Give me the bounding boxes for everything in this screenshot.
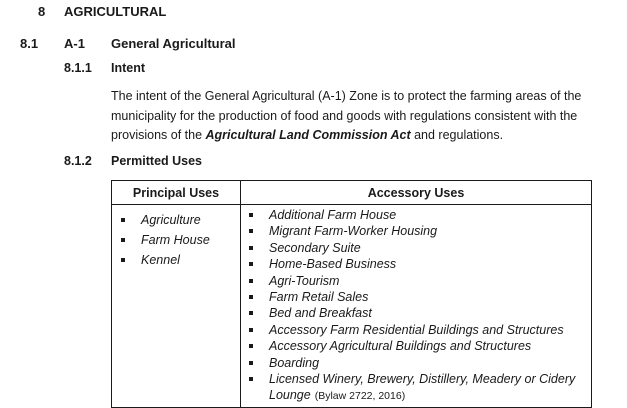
list-item <box>241 223 591 239</box>
permitted-uses-table <box>111 180 592 408</box>
list-item <box>241 273 591 289</box>
section-number: 8 <box>38 4 46 19</box>
bullet-icon <box>249 295 253 299</box>
bullet-icon <box>121 218 125 222</box>
list-item <box>241 355 591 371</box>
accessory-use-label: Secondary Suite <box>269 240 361 255</box>
bullet-icon <box>121 258 125 262</box>
act-name: Agricultural Land Commission Act <box>205 128 411 142</box>
principal-uses-header: Principal Uses <box>112 181 241 205</box>
zone-name: General Agricultural <box>111 36 236 51</box>
bullet-icon <box>249 246 253 250</box>
list-item <box>241 371 591 405</box>
bullet-icon <box>249 328 253 332</box>
zone-code: A-1 <box>64 36 85 51</box>
accessory-use-label: Accessory Agricultural Buildings and Structures <box>269 339 532 354</box>
accessory-uses-header: Accessory Uses <box>241 181 592 205</box>
accessory-use-label: Bed and Breakfast <box>269 306 372 321</box>
list-item <box>241 338 591 354</box>
list-item <box>241 289 591 305</box>
bullet-icon <box>249 344 253 348</box>
permitted-uses-number: 8.1.2 <box>64 154 92 168</box>
permitted-uses-heading: Permitted Uses <box>111 154 203 168</box>
list-item <box>241 322 591 338</box>
list-item <box>112 210 240 230</box>
intent-text-after: and regulations. <box>410 128 504 142</box>
accessory-use-label: Licensed Winery, Brewery, Distillery, Meadery or Cidery Lounge <box>269 372 576 403</box>
bullet-icon <box>249 311 253 315</box>
bullet-icon <box>249 377 253 381</box>
principal-use-label: Agriculture <box>141 213 201 227</box>
bullet-icon <box>249 213 253 217</box>
principal-uses-cell <box>112 205 241 408</box>
bylaw-note: (Bylaw 2722, 2016) <box>314 390 406 403</box>
accessory-uses-cell <box>241 205 592 408</box>
list-item <box>241 240 591 256</box>
list-item <box>241 207 591 223</box>
zone-number: 8.1 <box>20 36 39 51</box>
accessory-uses-list <box>241 205 591 407</box>
accessory-use-label: Farm Retail Sales <box>269 290 369 305</box>
accessory-use-label: Migrant Farm-Worker Housing <box>269 224 438 239</box>
intent-paragraph <box>111 87 611 146</box>
accessory-use-label: Boarding <box>269 355 320 370</box>
bullet-icon <box>249 229 253 233</box>
intent-number: 8.1.1 <box>64 61 92 75</box>
accessory-use-label: Accessory Farm Residential Buildings and Structures <box>269 322 564 337</box>
list-item <box>241 256 591 272</box>
accessory-use-label: Home-Based Business <box>269 257 397 272</box>
principal-use-label: Farm House <box>141 233 210 247</box>
principal-uses-list <box>112 205 240 274</box>
section-title: AGRICULTURAL <box>64 4 167 19</box>
principal-use-label: Kennel <box>141 253 180 267</box>
bullet-icon <box>249 262 253 266</box>
list-item <box>112 230 240 250</box>
intent-heading: Intent <box>111 61 146 75</box>
accessory-use-label: Additional Farm House <box>269 208 397 222</box>
intent-text-before: The intent of the General Agricultural (A-1) Zone is to protect the farming areas of the municipality for the production of food and goods with regulations consistent with the provisions of the <box>111 89 582 142</box>
bullet-icon <box>249 279 253 283</box>
bullet-icon <box>121 238 125 242</box>
accessory-use-label: Agri-Tourism <box>269 273 340 288</box>
list-item <box>112 250 240 270</box>
list-item <box>241 305 591 321</box>
bullet-icon <box>249 361 253 365</box>
